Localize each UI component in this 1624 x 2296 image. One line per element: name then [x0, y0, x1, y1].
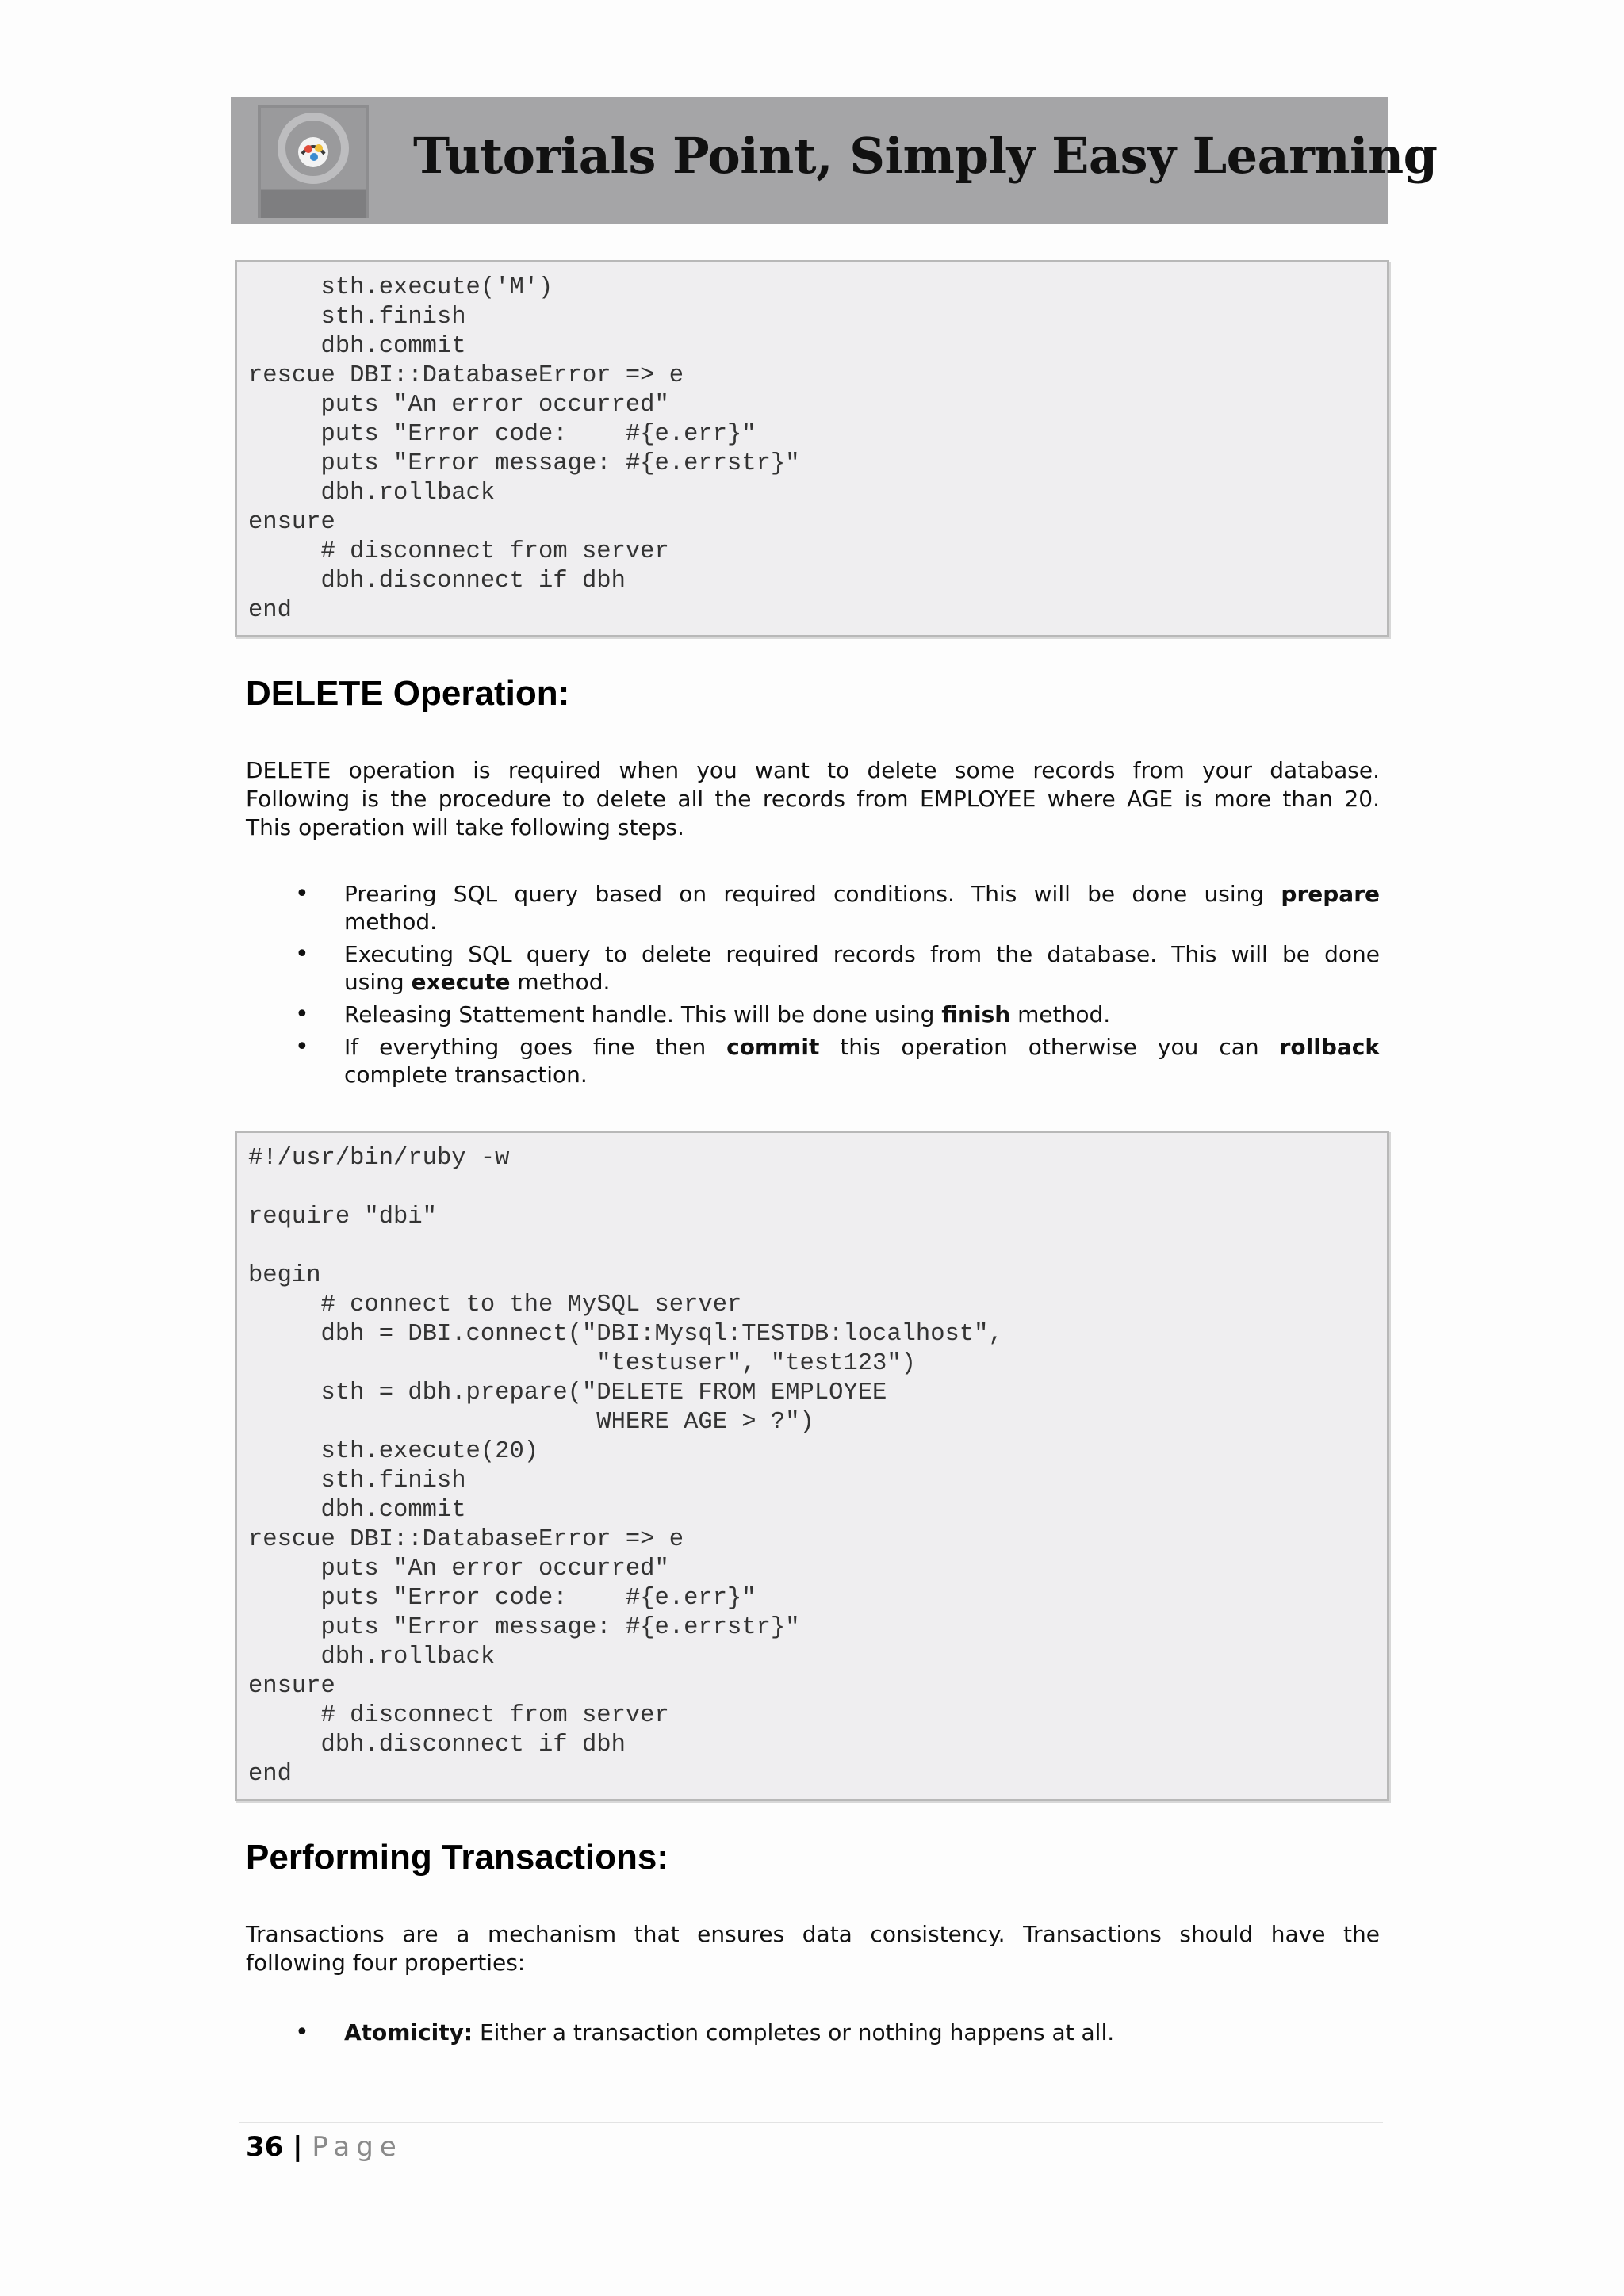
code-line: dbh.disconnect if dbh	[248, 568, 626, 595]
bullet-text: method.	[1010, 1001, 1111, 1027]
property-name: Atomicity:	[344, 2019, 473, 2045]
transaction-properties-list	[246, 2019, 1380, 2046]
bullet-keyword: commit	[726, 1034, 820, 1060]
bullet-keyword: rollback	[1279, 1034, 1380, 1060]
bullet-text: Prearing SQL query based on required conditions. This will be done using	[344, 881, 1281, 907]
transactions-intro-paragraph	[246, 1920, 1380, 1977]
code-line: ensure	[248, 1673, 335, 1700]
bullet-text: using	[344, 969, 412, 995]
code-line: sth.execute('M')	[248, 274, 553, 301]
code-line: puts "An error occurred"	[248, 392, 669, 419]
code-block-delete-example	[235, 1131, 1389, 1801]
code-line: "testuser", "test123")	[248, 1350, 916, 1377]
code-line: puts "Error code: #{e.err}"	[248, 421, 756, 448]
bullet-text: Releasing Stattement handle. This will be done using	[344, 1001, 942, 1027]
code-block-continuation	[235, 260, 1389, 637]
list-item	[246, 880, 1380, 936]
code-line	[248, 1232, 1377, 1261]
list-item	[246, 1033, 1380, 1089]
header-title: Tutorials Point, Simply Easy Learning	[413, 127, 1438, 185]
bullet-icon: •	[295, 1001, 309, 1028]
delete-operation-heading: DELETE Operation:	[246, 674, 570, 713]
list-item	[246, 1001, 1380, 1028]
bullet-icon: •	[295, 880, 309, 908]
code-line: sth.execute(20)	[248, 1438, 539, 1465]
code-line: # connect to the MySQL server	[248, 1292, 742, 1318]
code-line: puts "Error message: #{e.errstr}"	[248, 450, 800, 477]
page-footer	[246, 2131, 403, 2163]
page-header	[231, 97, 1438, 224]
code-line: require "dbi"	[248, 1203, 437, 1230]
list-item	[246, 2019, 1380, 2046]
code-line: ensure	[248, 509, 335, 536]
code-line: dbh.commit	[248, 1497, 466, 1524]
performing-transactions-heading: Performing Transactions:	[246, 1838, 669, 1877]
tutorials-point-logo	[258, 105, 369, 218]
list-item	[246, 940, 1380, 996]
paragraph-line: following four properties:	[246, 1950, 526, 1976]
logo-graphic	[258, 105, 369, 218]
code-line: # disconnect from server	[248, 1702, 669, 1729]
code-line: rescue DBI::DatabaseError => e	[248, 362, 684, 389]
page-number: 36	[246, 2131, 284, 2163]
bullet-keyword: prepare	[1281, 881, 1380, 907]
code-line: dbh = DBI.connect("DBI:Mysql:TESTDB:localhost",	[248, 1321, 1003, 1348]
bullet-text: method.	[510, 969, 611, 995]
bullet-text: Executing SQL query to delete required records from the database. This will be done	[344, 941, 1380, 967]
property-description: Either a transaction completes or nothing happens at all.	[473, 2019, 1115, 2045]
paragraph-line: Transactions are a mechanism that ensures data consistency. Transactions should have the	[246, 1921, 1380, 1947]
page-label: Page	[312, 2131, 403, 2163]
code-line: end	[248, 1761, 292, 1788]
code-line: dbh.rollback	[248, 480, 496, 507]
code-line: dbh.commit	[248, 333, 466, 360]
bullet-icon: •	[295, 940, 309, 968]
bullet-text: this operation otherwise you can	[819, 1034, 1280, 1060]
code-line: puts "Error message: #{e.errstr}"	[248, 1614, 800, 1641]
code-line: sth = dbh.prepare("DELETE FROM EMPLOYEE	[248, 1380, 887, 1406]
code-line: sth.finish	[248, 1468, 466, 1494]
code-line: begin	[248, 1262, 321, 1289]
delete-intro-paragraph	[246, 756, 1380, 842]
code-line: puts "Error code: #{e.err}"	[248, 1585, 756, 1612]
code-line: end	[248, 597, 292, 624]
code-line: dbh.rollback	[248, 1644, 496, 1670]
code-line: #!/usr/bin/ruby -w	[248, 1145, 510, 1172]
bullet-icon: •	[295, 2019, 309, 2046]
footer-separator: |	[283, 2131, 312, 2163]
bullet-text: If everything goes fine then	[344, 1034, 727, 1060]
code-line: puts "An error occurred"	[248, 1556, 669, 1582]
code-line: # disconnect from server	[248, 538, 669, 565]
code-line: WHERE AGE > ?")	[248, 1409, 814, 1436]
code-line: rescue DBI::DatabaseError => e	[248, 1526, 684, 1553]
bullet-icon: •	[295, 1033, 309, 1061]
paragraph-line: DELETE operation is required when you want to delete some records from your database.	[246, 757, 1380, 783]
delete-steps-list	[246, 880, 1380, 1089]
paragraph-line: This operation will take following steps.	[246, 814, 684, 840]
code-line: dbh.disconnect if dbh	[248, 1732, 626, 1758]
footer-divider	[239, 2122, 1383, 2123]
bullet-text: complete transaction.	[344, 1062, 588, 1088]
paragraph-line: Following is the procedure to delete all the records from EMPLOYEE where AGE is more than 20.	[246, 786, 1380, 812]
code-line	[248, 1173, 1377, 1203]
bullet-text: method.	[344, 909, 438, 935]
code-line: sth.finish	[248, 304, 466, 331]
bullet-keyword: finish	[941, 1001, 1011, 1027]
bullet-keyword: execute	[411, 969, 511, 995]
